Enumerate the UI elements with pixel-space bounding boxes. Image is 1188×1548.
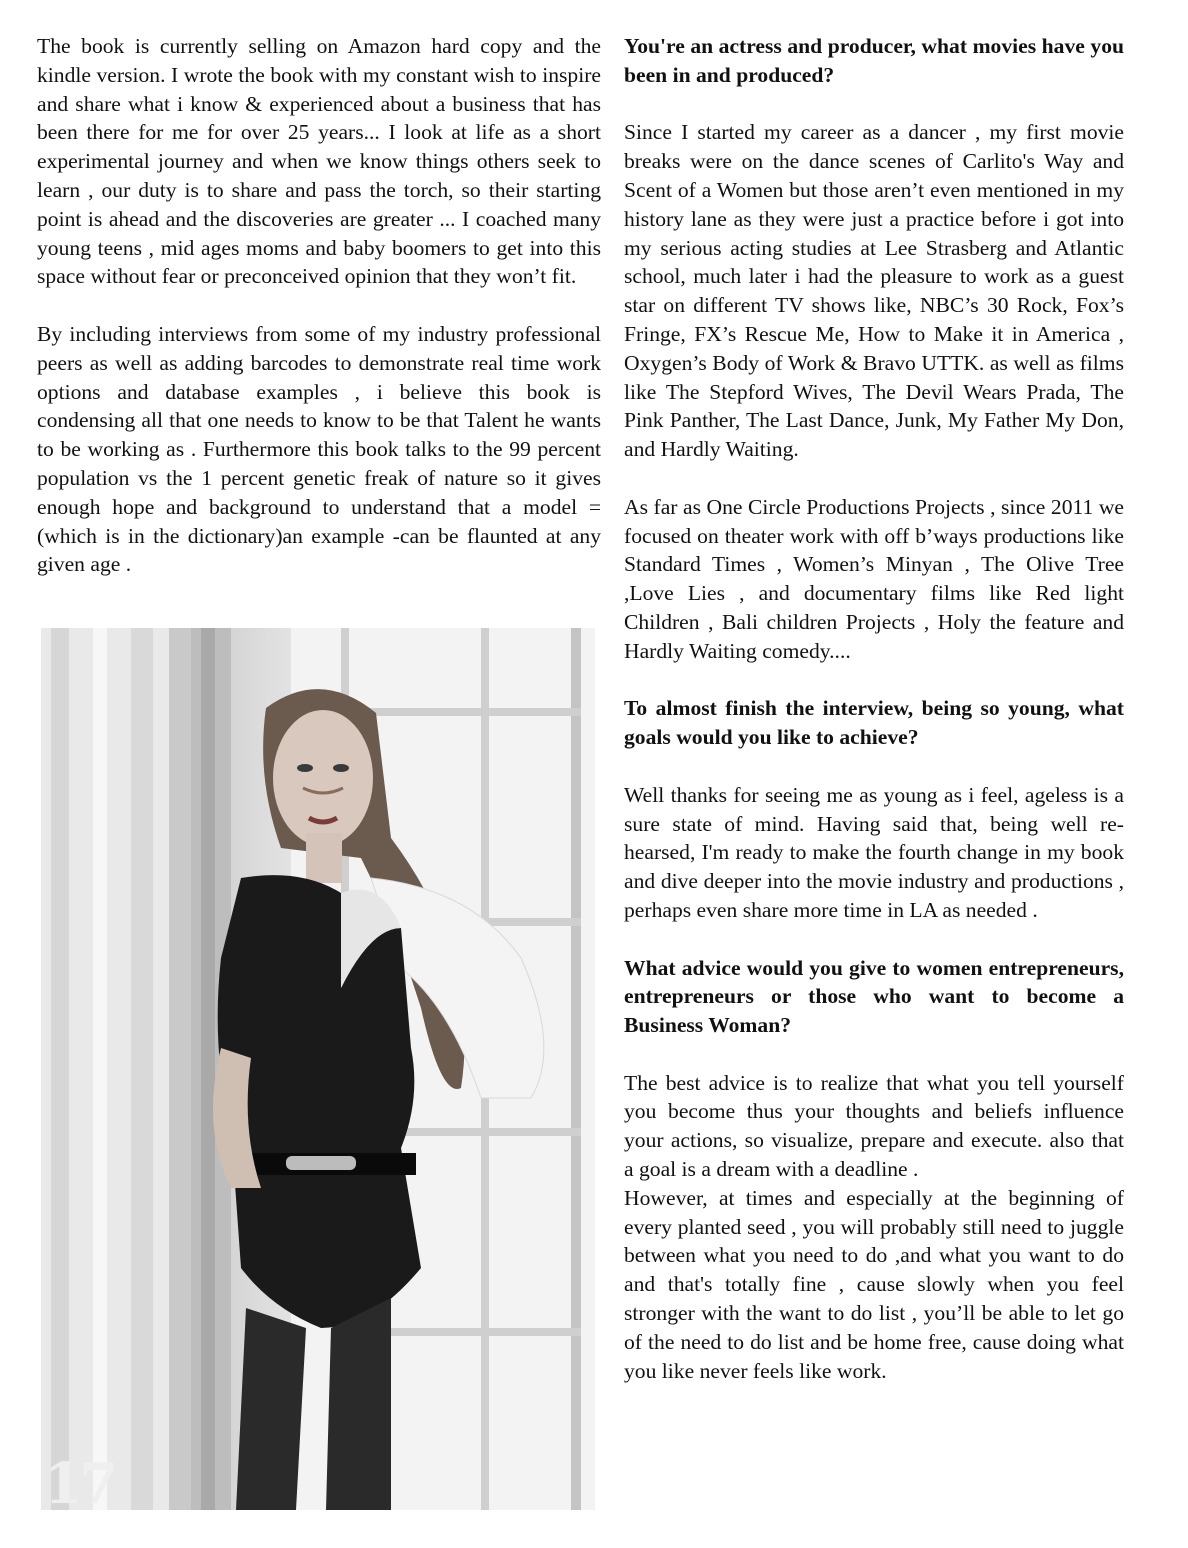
left-column [37,32,601,608]
answer-advice-2: However, at times and especially at the beginning of every planted seed , you will probably still need to juggle between what you need to do ,and what you want to do and that's totally fine , cause slowly when you feel stronger with the want to do list , you’ll be able to let go of the need to do list and be home free, cause doing what you like never feels like work. [624,1185,1124,1383]
portrait-illustration [41,628,595,1517]
portrait-photo [41,628,595,1517]
question-movies: You're an actress and producer, what movies have you been in and produced? [624,34,1124,87]
answer-movies: Since I started my career as a dancer , my first movie breaks were on the dance scenes of Carlito's Way and Scent of a Women but those aren’t even mentioned in my history lane as they were just a practice before i got into my serious acting studies at Lee Strasberg and Atlantic school, much later i had the pleasure to work as a guest star on different TV shows like, NBC’s 30 Rock, Fox’s Fringe, FX’s Rescue Me, How to Make it in America , Oxygen’s Body of Work & Bravo UTTK. as well as films like The Stepford Wives, The Devil Wears Prada, The Pink Panther, The Last Dance, Junk, My Father My Don, and Hardly Waiting. [624,120,1124,462]
question-goals: To almost finish the interview, being so young, what goals would you like to achieve? [624,696,1124,750]
answer-advice-1: The best advice is to realize that what you tell yourself you become thus your thoughts and beliefs influence your actions, so visualize, prepare and execute. also that a goal is a dream with a deadline . [624,1070,1124,1182]
right-column [624,32,1124,1385]
answer-productions: As far as One Circle Productions Projects , since 2011 we focused on theater work with off b’ways productions like Standard Times , Women’s Minyan , The Olive Tree ,Love Lies , and documentary films like Red light Children , Bali children Projects , Holy the feature and Hardly Waiting comedy.... [624,494,1124,663]
question-advice: What advice would you give to women entrepreneurs, entrepreneurs or those who want to become a Business Woman? [624,955,1124,1038]
intro-paragraph-interviews: By including interviews from some of my industry professional peers as well as adding barcodes to demonstrate real time work options and database examples , i believe this book is condensing all that one needs to know to be that Talent he wants to be working as . Furthermore this book talks to the 99 percent population vs the 1 percent genetic freak of nature so it gives enough hope and background to understand that a model =(which is in the dictionary)an example -can be flaunted at any given age . [37,321,601,577]
intro-paragraph-book: The book is currently selling on Amazon hard copy and the kindle version. I wrote the book with my constant wish to inspire and share what i know & experienced about a business that has been there for me for over 25 years... I look at life as a short experimental journey and when we know things others seek to learn , our duty is to share and pass the torch, so their starting point is ahead and the discoveries are greater ... I coached many young teens , mid ages moms and baby boomers to get into this space without fear or preconceived opinion that they won’t fit. [37,34,601,289]
answer-goals: Well thanks for seeing me as young as i feel, ageless is a sure state of mind. Having said that, being well rehearsed, I'm ready to make the fourth change in my book and dive deeper into the movie industry and productions , perhaps even share more time in LA as needed . [624,782,1124,922]
page-number: 17 [44,1451,114,1517]
